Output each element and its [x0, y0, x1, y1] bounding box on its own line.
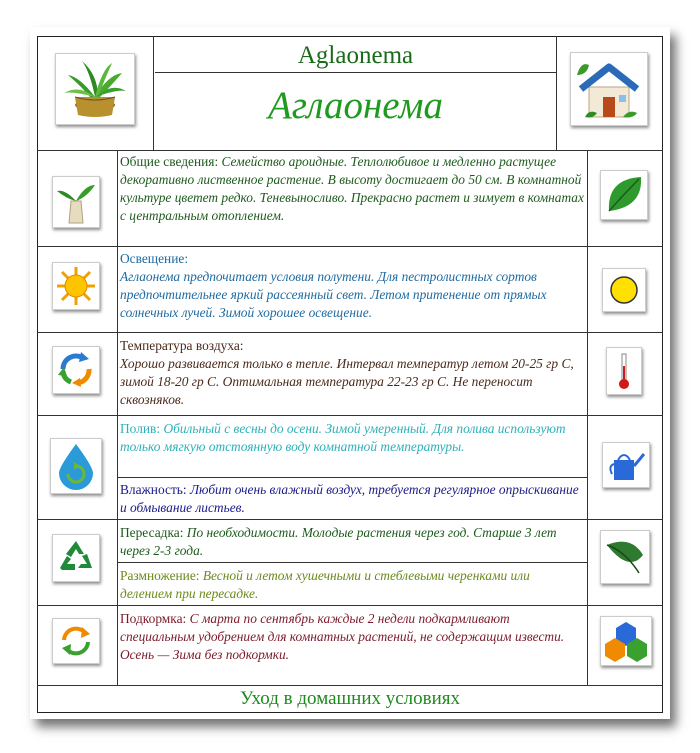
title-latin: Aglaonema [297, 42, 414, 69]
watering-info-label: Полив: [120, 421, 161, 436]
temperature-left-icon-box [52, 346, 100, 394]
temperature-right-icon-box [606, 347, 642, 395]
feeding-left-icon-box [52, 618, 100, 664]
house-icon [570, 52, 648, 126]
temperature-info-body: Хорошо развивается только в тепле. Интервал температур летом 20-25 гр С, зимой 18-20 гр С. Оптимальная температура 22-23 гр С. Не переносит сквозняков. [120, 356, 574, 407]
temperature-info-text [120, 337, 585, 409]
humidity-info-label: Влажность: [120, 482, 187, 497]
thermometer-icon [606, 347, 642, 395]
feeding-info-label: Подкормка: [120, 611, 187, 626]
divider [37, 415, 663, 416]
general-info-body: Семейство ароидные. Теплолюбивое и медленно растущее декоративно лиственное растение. В высоту достигает до 50 см. В комнатной культуре цветет редко. Теневыносливо. Прекрасно растет и зимует в комнатах с центральным отоплением. [120, 154, 584, 223]
watering-left-icon-box [50, 438, 102, 494]
divider [37, 150, 663, 151]
general-right-icon-box [600, 170, 648, 220]
humidity-info-text [120, 481, 585, 517]
leaf-icon [600, 530, 650, 584]
potted-plant-icon [55, 53, 135, 125]
divider [37, 246, 663, 247]
sun-icon [52, 262, 100, 310]
transplant-info-body: По необходимости. Молодые растения через год. Старше 3 лет через 2-3 года. [120, 525, 557, 558]
divider [37, 332, 663, 333]
feeding-right-icon-box [600, 616, 652, 666]
watering-info-text [120, 420, 585, 456]
general-info-label: Общие сведения: [120, 154, 219, 169]
divider [153, 36, 154, 150]
footer-caption: Уход в домашних условиях [239, 688, 461, 709]
sun-small-icon [602, 268, 646, 312]
refresh-arrows-icon [52, 618, 100, 664]
watering-can-icon [602, 442, 650, 488]
watering-right-icon-box [602, 442, 650, 488]
temperature-info-label: Температура воздуха: [120, 338, 244, 353]
transplant-info-label: Пересадка: [120, 525, 184, 540]
fertilizer-hexagons-icon [600, 616, 652, 666]
title-russian: Аглаонема [267, 84, 444, 127]
divider [556, 36, 557, 150]
header-left-icon-box [55, 53, 135, 125]
light-left-icon-box [52, 262, 100, 310]
watering-info-body: Обильный с весны до осени. Зимой умеренный. Для полива используют только мягкую отстоянную воду комнатной температуры. [120, 421, 566, 454]
propagation-info-text [120, 567, 585, 603]
light-info-label: Освещение: [120, 251, 189, 266]
cycle-arrows-icon [52, 346, 100, 394]
propagation-info-body: Весной и летом хушечными и стеблевыми черенками или делением при пересадке. [120, 568, 530, 601]
feeding-info-text [120, 610, 585, 664]
feeding-info-body: С марта по сентябрь каждые 2 недели подкармливают специальным удобрением для комнатных растений, не содержащим извести. Осень — Зима без подкормки. [120, 611, 565, 662]
general-info-text [120, 153, 585, 225]
header-right-icon-box [570, 52, 648, 126]
seedling-icon [52, 176, 100, 228]
light-info-text [120, 250, 585, 322]
divider [155, 72, 556, 73]
divider [117, 477, 587, 478]
transplant-left-icon-box [52, 534, 100, 582]
divider [117, 562, 587, 563]
leaf-icon [600, 170, 648, 220]
propagation-info-label: Размножение: [120, 568, 200, 583]
transplant-info-text [120, 524, 585, 560]
transplant-right-icon-box [600, 530, 650, 584]
general-left-icon-box [52, 176, 100, 228]
light-right-icon-box [602, 268, 646, 312]
divider [37, 519, 663, 520]
recycle-icon [52, 534, 100, 582]
divider [37, 605, 663, 606]
humidity-info-body: Любит очень влажный воздух, требуется регулярное опрыскивание и обмывание листьев. [120, 482, 579, 515]
water-drop-icon [50, 438, 102, 494]
light-info-body: Аглаонема предпочитает условия полутени. Для пестролистных сортов предпочтительнее яркий рассеянный свет. Летом притенение от прямых солнечных лучей. Зимой хорошее освещение. [120, 269, 547, 320]
